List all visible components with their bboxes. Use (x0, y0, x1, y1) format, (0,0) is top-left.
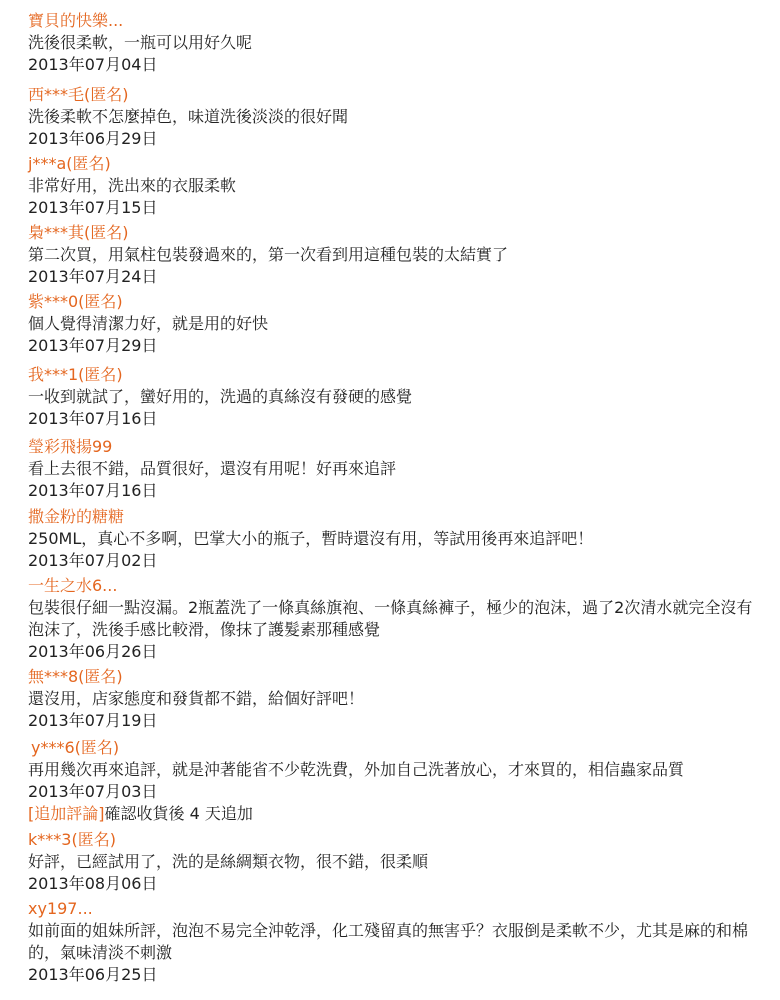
review-date: 2013年06月25日 (28, 965, 158, 984)
review-comment: 再用幾次再來追評，就是沖著能省不少乾洗費，外加自己洗著放心，才來買的，相信蟲家品質 (28, 760, 685, 779)
review-date: 2013年07月24日 (28, 267, 158, 286)
review-comment: 250ML，真心不多啊，巴掌大小的瓶子，暫時還沒有用，等試用後再來追評吧！ (28, 529, 594, 548)
review-comment: 非常好用，洗出來的衣服柔軟 (28, 176, 237, 195)
review-date: 2013年07月29日 (28, 336, 158, 355)
review-item (28, 436, 758, 502)
review-username: j***a(匿名) (28, 154, 111, 173)
review-date: 2013年06月29日 (28, 129, 158, 148)
review-item (28, 737, 758, 825)
review-username: 西***毛(匿名) (28, 85, 129, 104)
followup-text: 確認收貨後 4 天追加 (104, 804, 253, 823)
review-item (28, 829, 758, 895)
review-item (28, 84, 758, 150)
review-username: 無***8(匿名) (28, 667, 123, 686)
review-username: 瑩彩飛揚99 (28, 437, 113, 456)
review-comment: 第二次買，用氣柱包裝發過來的，第一次看到用這種包裝的太結實了 (28, 245, 509, 264)
review-date: 2013年07月16日 (28, 481, 158, 500)
review-item (28, 153, 758, 219)
review-username: 撒金粉的糖糖 (28, 507, 125, 526)
review-followup (28, 803, 758, 825)
review-username: 我***1(匿名) (28, 365, 123, 384)
review-date: 2013年07月19日 (28, 711, 158, 730)
review-item (28, 898, 758, 986)
review-date: 2013年07月02日 (28, 551, 158, 570)
followup-tag: [追加評論] (28, 804, 105, 823)
review-username: 一生之水6... (28, 576, 118, 595)
review-comment: 洗後很柔軟，一瓶可以用好久呢 (28, 33, 253, 52)
review-comment: 個人覺得清潔力好，就是用的好快 (28, 314, 269, 333)
review-item (28, 222, 758, 288)
review-comment: 還沒用，店家態度和發貨都不錯，給個好評吧！ (28, 689, 365, 708)
review-date: 2013年08月06日 (28, 874, 158, 893)
review-date: 2013年06月26日 (28, 642, 158, 661)
review-item (28, 10, 758, 76)
review-date: 2013年07月04日 (28, 55, 158, 74)
review-date: 2013年07月15日 (28, 198, 158, 217)
review-item (28, 364, 758, 430)
review-username: y***6(匿名) (31, 738, 120, 757)
review-item (28, 575, 758, 663)
review-comment: 好評，已經試用了，洗的是絲綢類衣物，很不錯，很柔順 (28, 852, 429, 871)
review-comment: 看上去很不錯，品質很好，還沒有用呢！好再來追評 (28, 459, 397, 478)
review-username: 寶貝的快樂... (28, 11, 124, 30)
review-date: 2013年07月16日 (28, 409, 158, 428)
review-username: k***3(匿名) (28, 830, 116, 849)
review-comment: 洗後柔軟不怎麼掉色，味道洗後淡淡的很好聞 (28, 107, 349, 126)
review-username: 梟***萁(匿名) (28, 223, 129, 242)
review-date: 2013年07月03日 (28, 782, 158, 801)
review-comment: 包裝很仔細一點沒漏。2瓶蓋洗了一條真絲旗袍、一條真絲褲子，極少的泡沫，過了2次清水就完全沒有泡沫了，洗後手感比較滑，像抹了護髮素那種感覺 (28, 598, 753, 639)
review-item (28, 666, 758, 732)
review-item (28, 506, 758, 572)
review-item (28, 291, 758, 357)
review-username: 紫***0(匿名) (28, 292, 123, 311)
review-username: xy197... (28, 899, 93, 918)
review-comment: 如前面的姐妹所評，泡泡不易完全沖乾淨，化工殘留真的無害乎？衣服倒是柔軟不少，尤其是麻的和棉的，氣味清淡不刺激 (28, 921, 749, 962)
review-comment: 一收到就試了，蠻好用的，洗過的真絲沒有發硬的感覺 (28, 387, 413, 406)
